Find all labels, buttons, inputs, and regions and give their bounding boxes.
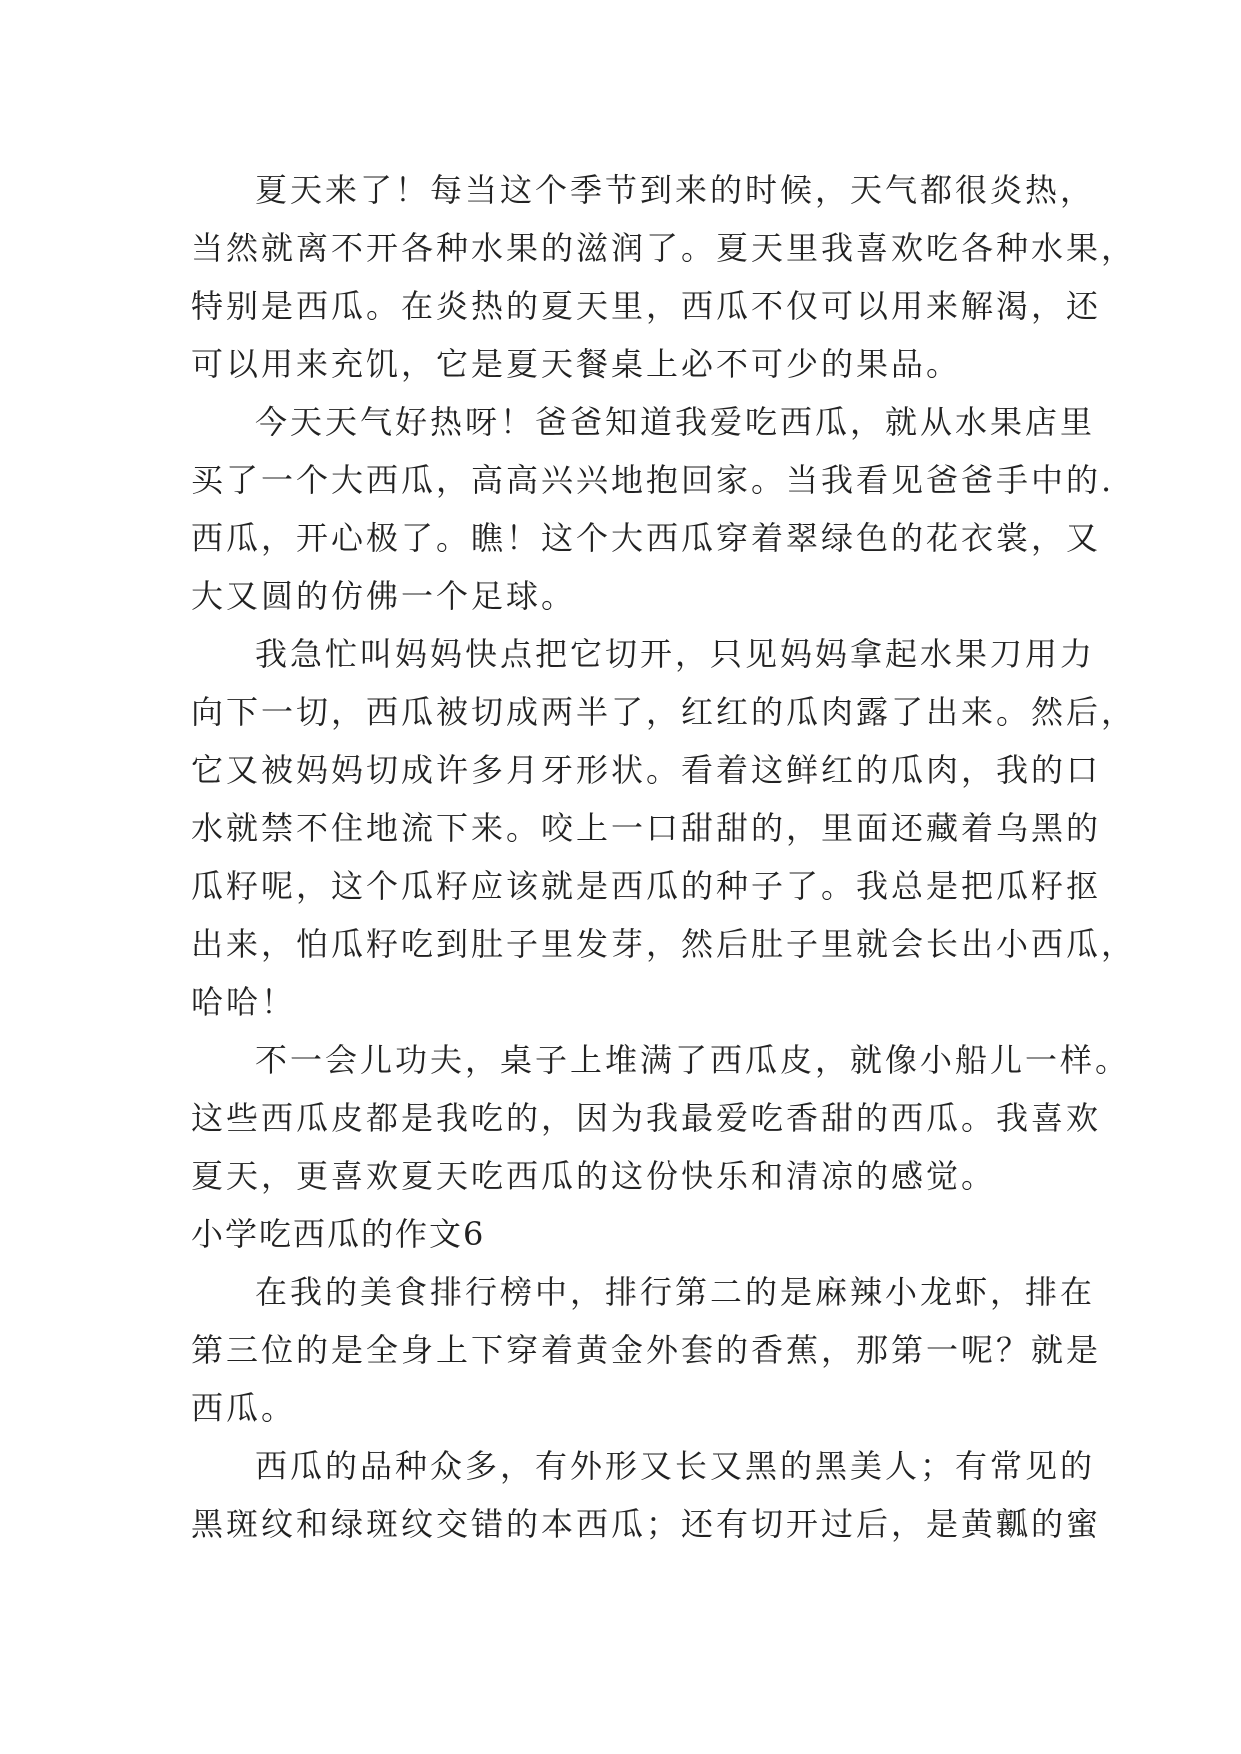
text-line: 黑斑纹和绿斑纹交错的本西瓜；还有切开过后，是黄瓤的蜜	[191, 1505, 1102, 1543]
text-line: 向下一切，西瓜被切成两半了，红红的瓜肉露了出来。然后，	[191, 693, 1137, 731]
text-line: 西瓜。	[191, 1389, 297, 1427]
text-line: 这些西瓜皮都是我吃的，因为我最爱吃香甜的西瓜。我喜欢	[191, 1099, 1102, 1137]
text-line: 买了一个大西瓜，高高兴兴地抱回家。当我看见爸爸手中的.	[191, 461, 1115, 499]
essay-body	[191, 161, 1137, 1553]
text-line: 今天天气好热呀！爸爸知道我爱吃西瓜，就从水果店里	[255, 403, 1096, 441]
text-line: 夏天，更喜欢夏天吃西瓜的这份快乐和清凉的感觉。	[191, 1157, 997, 1195]
section-heading: 小学吃西瓜的作文6	[191, 1215, 486, 1253]
text-line: 西瓜，开心极了。瞧！这个大西瓜穿着翠绿色的花衣裳，又	[191, 519, 1102, 557]
text-line: 西瓜的品种众多，有外形又长又黑的黑美人；有常见的	[255, 1447, 1096, 1485]
text-line: 当然就离不开各种水果的滋润了。夏天里我喜欢吃各种水果，	[191, 229, 1137, 267]
text-line: 在我的美食排行榜中，排行第二的是麻辣小龙虾，排在	[255, 1273, 1096, 1311]
text-line: 水就禁不住地流下来。咬上一口甜甜的，里面还藏着乌黑的	[191, 809, 1102, 847]
text-line: 大又圆的仿佛一个足球。	[191, 577, 577, 615]
text-line: 哈哈！	[191, 983, 297, 1021]
text-line: 夏天来了！每当这个季节到来的时候，天气都很炎热，	[255, 171, 1096, 209]
text-line: 不一会儿功夫，桌子上堆满了西瓜皮，就像小船儿一样。	[255, 1041, 1131, 1079]
text-line: 特别是西瓜。在炎热的夏天里，西瓜不仅可以用来解渴，还	[191, 287, 1102, 325]
text-line: 瓜籽呢，这个瓜籽应该就是西瓜的种子了。我总是把瓜籽抠	[191, 867, 1102, 905]
text-line: 出来，怕瓜籽吃到肚子里发芽，然后肚子里就会长出小西瓜，	[191, 925, 1137, 963]
text-line: 它又被妈妈切成许多月牙形状。看着这鲜红的瓜肉，我的口	[191, 751, 1102, 789]
text-line: 第三位的是全身上下穿着黄金外套的香蕉，那第一呢？就是	[191, 1331, 1102, 1369]
text-line: 我急忙叫妈妈快点把它切开，只见妈妈拿起水果刀用力	[255, 635, 1096, 673]
text-line: 可以用来充饥，它是夏天餐桌上必不可少的果品。	[191, 345, 962, 383]
